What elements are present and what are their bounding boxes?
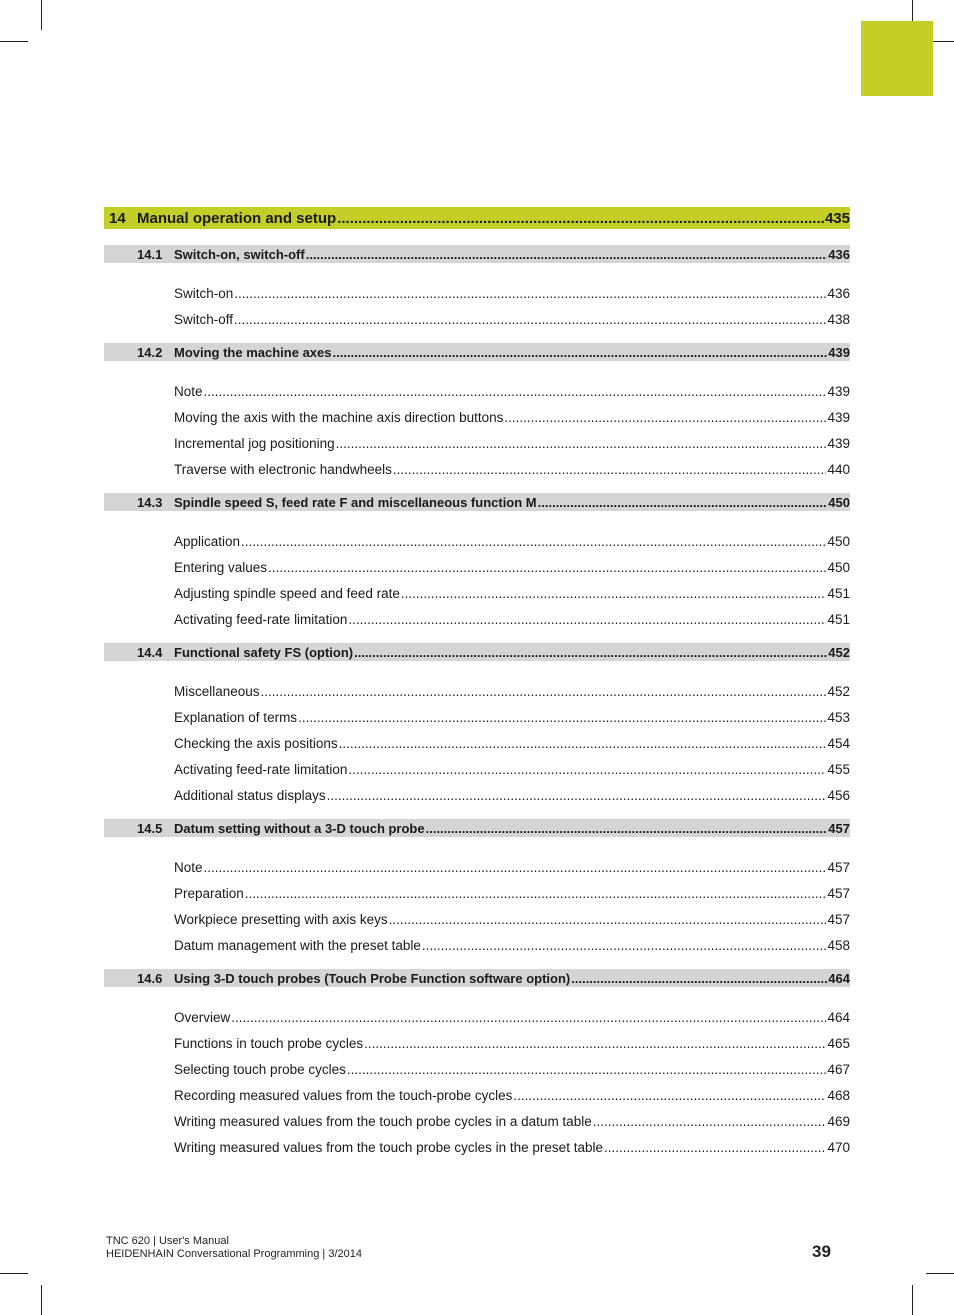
entry-title: Writing measured values from the touch probe cycles in a datum table [174,1113,592,1129]
dot-leader [422,938,827,953]
entry-title: Datum management with the preset table [174,937,421,953]
toc-entry-row[interactable] [104,678,850,704]
section-title: Datum setting without a 3-D touch probe [174,820,425,836]
entry-title: Moving the axis with the machine axis direction buttons [174,409,504,425]
entry-page: 440 [827,461,850,477]
section-number: 14.6 [137,970,163,986]
entry-page: 453 [827,709,850,725]
section-title: Spindle speed S, feed rate F and miscellaneous function M [174,494,537,510]
dot-leader [571,971,827,986]
section-page: 452 [828,644,850,660]
entry-title: Switch-off [174,311,234,327]
toc-entry-row[interactable] [104,456,850,482]
dot-leader [393,462,827,477]
chapter-tab-marker [861,21,933,96]
chapter-page: 435 [824,209,850,227]
dot-leader [389,912,827,927]
dot-leader [336,436,827,451]
table-of-contents [104,207,850,1171]
toc-section-row[interactable] [104,343,850,361]
crop-mark [41,1285,42,1315]
entry-page: 456 [827,787,850,803]
entry-title: Explanation of terms [174,709,298,725]
entry-page: 450 [827,559,850,575]
dot-leader [245,886,827,901]
entry-page: 465 [827,1035,850,1051]
dot-leader [401,586,827,601]
toc-entry-row[interactable] [104,906,850,932]
toc-entry-row[interactable] [104,782,850,808]
entry-page: 454 [827,735,850,751]
dot-leader [348,762,826,777]
entry-page: 439 [827,409,850,425]
entry-page: 464 [827,1009,850,1025]
toc-entry-row[interactable] [104,880,850,906]
entry-page: 457 [827,885,850,901]
footer [106,1235,362,1261]
section-number: 14.1 [137,246,163,262]
dot-leader [204,384,827,399]
entry-page: 438 [827,311,850,327]
toc-entry-row[interactable] [104,554,850,580]
dot-leader [333,345,828,360]
entry-title: Switch-on [174,285,234,301]
dot-leader [348,612,826,627]
section-heading [137,247,305,262]
toc-entry-row[interactable] [104,606,850,632]
crop-mark [926,1273,954,1274]
dot-leader [306,247,828,262]
dot-leader [604,1140,827,1155]
entry-page: 458 [827,937,850,953]
entry-title: Selecting touch probe cycles [174,1061,346,1077]
dot-leader [364,1036,826,1051]
entry-title: Preparation [174,885,244,901]
toc-entry-row[interactable] [104,756,850,782]
entry-title: Incremental jog positioning [174,435,335,451]
section-title: Moving the machine axes [174,344,332,360]
section-heading [137,645,353,660]
toc-entry-row[interactable] [104,730,850,756]
entry-title: Workpiece presetting with axis keys [174,911,388,927]
section-heading [137,821,425,836]
toc-entry-list [104,280,850,332]
section-number: 14.3 [137,494,163,510]
toc-entry-list [104,678,850,808]
entry-page: 452 [827,683,850,699]
toc-section-row[interactable] [104,493,850,511]
toc-entry-row[interactable] [104,704,850,730]
entry-title: Adjusting spindle speed and feed rate [174,585,400,601]
crop-mark [912,1285,913,1315]
entry-title: Activating feed-rate limitation [174,611,348,627]
entry-title: Additional status displays [174,787,326,803]
entry-title: Activating feed-rate limitation [174,761,348,777]
section-heading [137,495,537,510]
section-number: 14.4 [137,644,163,660]
entry-page: 469 [827,1113,850,1129]
section-page: 457 [828,820,850,836]
crop-mark [0,41,28,42]
entry-page: 470 [827,1139,850,1155]
dot-leader [231,1010,826,1025]
section-number: 14.2 [137,344,163,360]
dot-leader [327,788,827,803]
entry-title: Checking the axis positions [174,735,338,751]
entry-page: 457 [827,911,850,927]
dot-leader [347,1062,827,1077]
section-page: 439 [828,344,850,360]
toc-entry-row[interactable] [104,854,850,880]
toc-entry-row[interactable] [104,580,850,606]
toc-section-row[interactable] [104,969,850,987]
entry-title: Writing measured values from the touch probe cycles in the preset table [174,1139,603,1155]
section-heading [137,971,570,986]
dot-leader [504,410,826,425]
dot-leader [234,286,826,301]
entry-title: Note [174,859,203,875]
toc-section-row[interactable] [104,643,850,661]
toc-section-row[interactable] [104,245,850,263]
dot-leader [204,860,827,875]
section-page: 436 [828,246,850,262]
entry-title: Miscellaneous [174,683,260,699]
toc-entry-row[interactable] [104,1056,850,1082]
dot-leader [593,1114,827,1129]
section-page: 464 [828,970,850,986]
section-number: 14.5 [137,820,163,836]
chapter-heading: 14 Manual operation and setup [109,209,337,227]
toc-entry-row[interactable] [104,1030,850,1056]
entry-page: 467 [827,1061,850,1077]
section-title: Switch-on, switch-off [174,246,305,262]
entry-page: 451 [827,585,850,601]
page-number: 39 [812,1242,831,1261]
entry-page: 450 [827,533,850,549]
dot-leader [241,534,826,549]
toc-chapter-row[interactable] [104,207,850,229]
toc-entry-row[interactable] [104,528,850,554]
section-title: Functional safety FS (option) [174,644,354,660]
toc-entry-row[interactable] [104,1108,850,1134]
dot-leader [513,1088,826,1103]
section-page: 450 [828,494,850,510]
section-title: Using 3-D touch probes (Touch Probe Function software option) [174,970,571,986]
toc-entry-row[interactable] [104,1082,850,1108]
entry-page: 439 [827,383,850,399]
entry-page: 455 [827,761,850,777]
toc-entry-list [104,854,850,958]
crop-mark [41,0,42,30]
dot-leader [268,560,826,575]
toc-entry-list [104,528,850,632]
toc-entry-row[interactable] [104,404,850,430]
footer-manual-subtitle: HEIDENHAIN Conversational Programming | 3/2014 [106,1248,362,1260]
toc-entry-row[interactable] [104,378,850,404]
toc-entry-list [104,378,850,482]
dot-leader [426,821,828,836]
dot-leader [298,710,826,725]
entry-title: Functions in touch probe cycles [174,1035,364,1051]
entry-page: 457 [827,859,850,875]
toc-entry-row[interactable] [104,1134,850,1160]
toc-entry-row[interactable] [104,280,850,306]
entry-page: 451 [827,611,850,627]
toc-entry-row[interactable] [104,1004,850,1030]
entry-title: Application [174,533,241,549]
entry-title: Recording measured values from the touch-probe cycles [174,1087,513,1103]
toc-entry-row[interactable] [104,306,850,332]
toc-entry-list [104,1004,850,1160]
toc-sections [104,245,850,1160]
dot-leader [339,736,827,751]
toc-entry-row[interactable] [104,430,850,456]
footer-manual-title: TNC 620 | User's Manual [106,1235,229,1247]
dot-leader [538,495,828,510]
entry-title: Traverse with electronic handwheels [174,461,392,477]
entry-title: Note [174,383,203,399]
dot-leader [337,210,824,227]
dot-leader [234,312,826,327]
entry-page: 436 [827,285,850,301]
toc-section-row[interactable] [104,819,850,837]
entry-title: Overview [174,1009,231,1025]
crop-mark [0,1273,28,1274]
dot-leader [261,684,827,699]
entry-page: 439 [827,435,850,451]
entry-title: Entering values [174,559,268,575]
dot-leader [354,645,827,660]
section-heading [137,345,332,360]
entry-page: 468 [827,1087,850,1103]
toc-entry-row[interactable] [104,932,850,958]
